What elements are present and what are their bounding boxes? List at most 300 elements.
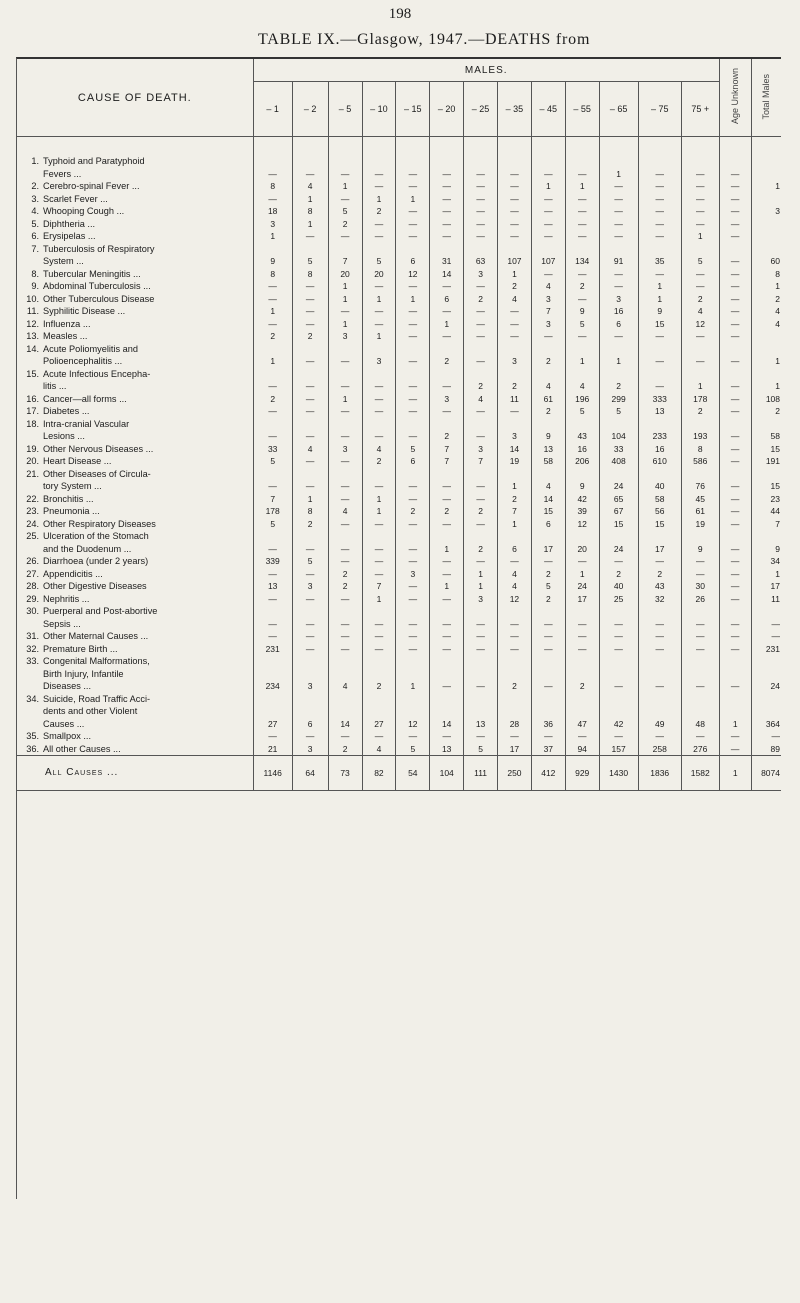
age-unknown-cell: —	[719, 543, 751, 556]
empty-cell	[292, 668, 328, 681]
value-cell: —	[498, 405, 532, 418]
cause-number: 30.	[26, 606, 39, 616]
empty-cell	[328, 368, 362, 381]
value-cell: —	[362, 380, 396, 393]
value-cell: —	[362, 218, 396, 231]
empty-cell	[751, 705, 781, 718]
value-cell: —	[292, 305, 328, 318]
value-cell: 196	[565, 393, 599, 406]
value-cell: —	[498, 643, 532, 656]
value-cell: 1	[328, 280, 362, 293]
value-cell: 5	[396, 743, 430, 756]
age-unknown-cell: —	[719, 493, 751, 506]
value-cell: 5	[396, 443, 430, 456]
empty-cell	[292, 605, 328, 618]
cause-label: Diabetes ...	[43, 406, 90, 416]
total-value-cell: 104	[430, 756, 464, 791]
value-cell: —	[430, 680, 464, 693]
value-cell: —	[328, 305, 362, 318]
table-row	[17, 493, 781, 506]
empty-cell	[396, 655, 430, 668]
value-cell: 1	[253, 230, 292, 243]
age-unknown-cell: —	[719, 443, 751, 456]
value-cell: —	[396, 305, 430, 318]
empty-cell	[719, 668, 751, 681]
empty-cell	[464, 705, 498, 718]
value-cell: 8	[253, 180, 292, 193]
value-cell: —	[292, 280, 328, 293]
value-cell: —	[362, 555, 396, 568]
value-cell: 2	[531, 405, 565, 418]
value-cell: 2	[498, 380, 532, 393]
total-males-cell: 1	[775, 381, 780, 391]
value-cell: —	[498, 305, 532, 318]
cause-cell	[17, 393, 253, 406]
value-cell: —	[638, 355, 681, 368]
value-cell: 12	[396, 268, 430, 281]
value-cell: —	[681, 555, 719, 568]
value-cell: —	[498, 180, 532, 193]
value-cell: 11	[498, 393, 532, 406]
age-unknown-cell: —	[719, 630, 751, 643]
value-cell: —	[464, 318, 498, 331]
empty-cell	[531, 655, 565, 668]
value-cell: 20	[362, 268, 396, 281]
cause-cell	[17, 518, 253, 531]
cause-number: 1.	[31, 156, 39, 166]
empty-cell	[362, 605, 396, 618]
value-cell: —	[328, 555, 362, 568]
cause-number: 11.	[26, 306, 39, 316]
cause-label: litis ...	[43, 381, 67, 391]
empty-cell	[498, 693, 532, 706]
empty-cell	[498, 155, 532, 168]
cause-number: 26.	[26, 556, 39, 566]
total-males-cell: 60	[770, 256, 780, 266]
spacer-cell	[17, 137, 253, 156]
value-cell: 5	[464, 743, 498, 756]
empty-cell	[396, 605, 430, 618]
value-cell: 16	[565, 443, 599, 456]
value-cell: —	[253, 730, 292, 743]
value-cell: —	[396, 205, 430, 218]
cause-cell	[17, 580, 253, 593]
cause-label: Puerperal and Post-abortive	[43, 606, 158, 616]
empty-cell	[498, 530, 532, 543]
total-males-cell: 11	[771, 593, 780, 604]
value-cell: 17	[565, 593, 599, 606]
empty-cell	[531, 368, 565, 381]
value-cell: —	[638, 630, 681, 643]
value-cell: 6	[498, 543, 532, 556]
cause-cell	[17, 730, 253, 743]
table-row	[17, 693, 781, 706]
value-cell: 56	[638, 505, 681, 518]
value-cell: 20	[328, 268, 362, 281]
value-cell: 1	[430, 580, 464, 593]
value-cell: —	[396, 180, 430, 193]
value-cell: 5	[292, 255, 328, 268]
value-cell: 2	[464, 505, 498, 518]
value-cell: 5	[565, 405, 599, 418]
empty-cell	[565, 705, 599, 718]
value-cell: —	[253, 480, 292, 493]
empty-cell	[681, 705, 719, 718]
empty-cell	[292, 655, 328, 668]
value-cell: —	[396, 280, 430, 293]
empty-cell	[681, 668, 719, 681]
age-unknown-cell: —	[719, 405, 751, 418]
empty-cell	[719, 368, 751, 381]
value-cell: —	[464, 280, 498, 293]
cause-number: 28.	[26, 581, 39, 591]
value-cell: —	[638, 730, 681, 743]
value-cell: 13	[638, 405, 681, 418]
value-cell: —	[430, 480, 464, 493]
value-cell: —	[362, 618, 396, 631]
value-cell: —	[292, 568, 328, 581]
value-cell: —	[599, 680, 638, 693]
value-cell: 1	[362, 493, 396, 506]
value-cell: —	[464, 493, 498, 506]
value-cell: 233	[638, 430, 681, 443]
empty-cell	[719, 343, 751, 356]
value-cell: 40	[599, 580, 638, 593]
cause-cell	[17, 355, 253, 368]
value-cell: 193	[681, 430, 719, 443]
empty-cell	[253, 668, 292, 681]
value-cell: 178	[253, 505, 292, 518]
empty-cell	[751, 243, 781, 256]
value-cell: 61	[531, 393, 565, 406]
empty-cell	[362, 668, 396, 681]
table-row	[17, 730, 781, 743]
value-cell: 4	[362, 443, 396, 456]
value-cell: —	[681, 630, 719, 643]
value-cell: —	[253, 630, 292, 643]
value-cell: 1	[328, 180, 362, 193]
cause-cell	[17, 330, 253, 343]
value-cell: 31	[430, 255, 464, 268]
value-cell: —	[253, 568, 292, 581]
value-cell: —	[464, 230, 498, 243]
empty-cell	[751, 655, 781, 668]
empty-cell	[565, 418, 599, 431]
total-males-cell	[751, 230, 781, 243]
value-cell: —	[362, 518, 396, 531]
cause-number: 12.	[26, 318, 39, 329]
cause-cell	[17, 680, 253, 693]
value-cell: 21	[253, 743, 292, 756]
value-cell: 1	[396, 293, 430, 306]
total-value-cell: 412	[531, 756, 565, 791]
value-cell: 13	[430, 743, 464, 756]
value-cell: —	[464, 330, 498, 343]
value-cell: —	[253, 193, 292, 206]
total-males-cell: 2	[775, 293, 780, 304]
cause-number: 32.	[26, 643, 39, 654]
value-cell: —	[638, 218, 681, 231]
cause-cell	[17, 505, 253, 518]
value-cell: —	[638, 380, 681, 393]
value-cell: 20	[565, 543, 599, 556]
total-males-cell	[751, 193, 781, 206]
value-cell: —	[292, 730, 328, 743]
empty-cell	[565, 605, 599, 618]
empty-cell	[638, 468, 681, 481]
value-cell: 36	[531, 718, 565, 731]
value-cell: 5	[253, 518, 292, 531]
cause-label: dents and other Violent	[43, 706, 138, 716]
value-cell: —	[292, 380, 328, 393]
table-row	[17, 205, 781, 218]
value-cell: —	[396, 518, 430, 531]
value-cell: —	[253, 318, 292, 331]
empty-cell	[681, 155, 719, 168]
value-cell: 1	[328, 293, 362, 306]
value-cell: —	[396, 318, 430, 331]
value-cell: 4	[498, 568, 532, 581]
table-row	[17, 430, 781, 443]
value-cell: 18	[253, 205, 292, 218]
value-cell: —	[464, 630, 498, 643]
value-cell: 7	[362, 580, 396, 593]
spacer-cell	[681, 137, 719, 156]
cause-number: 14.	[26, 343, 39, 354]
value-cell: 610	[638, 455, 681, 468]
value-cell: —	[430, 180, 464, 193]
value-cell: —	[531, 555, 565, 568]
total-value-cell: 1430	[599, 756, 638, 791]
cause-label: Nephritis ...	[43, 593, 90, 604]
value-cell: 27	[253, 718, 292, 731]
cause-cell	[17, 155, 253, 168]
value-cell: 2	[430, 430, 464, 443]
value-cell: 7	[253, 493, 292, 506]
total-males-cell: 89	[770, 743, 780, 754]
total-males-cell: 364	[765, 718, 780, 729]
table-body	[17, 155, 781, 791]
empty-cell	[430, 693, 464, 706]
empty-cell	[498, 468, 532, 481]
table-row	[17, 268, 781, 281]
value-cell: 1	[638, 293, 681, 306]
table-row	[17, 468, 781, 481]
empty-cell	[751, 530, 781, 543]
age-unknown-cell: —	[719, 205, 751, 218]
value-cell: 107	[498, 255, 532, 268]
value-cell: —	[531, 218, 565, 231]
value-cell: —	[498, 630, 532, 643]
value-cell: 12	[498, 593, 532, 606]
cause-cell	[17, 205, 253, 218]
value-cell: 91	[599, 255, 638, 268]
value-cell: 1	[253, 305, 292, 318]
value-cell: 16	[599, 305, 638, 318]
value-cell: —	[599, 280, 638, 293]
value-cell: 1	[328, 318, 362, 331]
value-cell: —	[599, 555, 638, 568]
table-row	[17, 580, 781, 593]
value-cell: —	[430, 518, 464, 531]
age-unknown-cell: —	[719, 355, 751, 368]
value-cell: 2	[362, 205, 396, 218]
total-males-cell: 1	[775, 281, 780, 291]
value-cell: 48	[681, 718, 719, 731]
value-cell: —	[498, 730, 532, 743]
value-cell: 2	[531, 355, 565, 368]
value-cell: —	[328, 193, 362, 206]
value-cell: —	[531, 168, 565, 181]
value-cell: 13	[464, 718, 498, 731]
cause-header: CAUSE OF DEATH.	[17, 59, 253, 137]
empty-cell	[498, 368, 532, 381]
empty-cell	[599, 530, 638, 543]
empty-cell	[430, 468, 464, 481]
table-row	[17, 568, 781, 581]
empty-cell	[292, 705, 328, 718]
empty-cell	[396, 418, 430, 431]
value-cell: —	[638, 168, 681, 181]
value-cell: —	[565, 330, 599, 343]
empty-cell	[751, 693, 781, 706]
cause-cell	[17, 605, 253, 618]
total-value-cell: 82	[362, 756, 396, 791]
value-cell: 58	[531, 455, 565, 468]
value-cell: 4	[464, 393, 498, 406]
empty-cell	[362, 468, 396, 481]
value-cell: 33	[253, 443, 292, 456]
value-cell: 39	[565, 505, 599, 518]
total-males-cell: 17	[770, 581, 780, 591]
total-value-cell: 1582	[681, 756, 719, 791]
table-row	[17, 418, 781, 431]
cause-cell	[17, 255, 253, 268]
cause-cell	[17, 380, 253, 393]
total-males-cell: 3	[775, 206, 780, 216]
value-cell: —	[362, 430, 396, 443]
value-cell: —	[430, 593, 464, 606]
value-cell: —	[498, 618, 532, 631]
cause-number: 18.	[26, 418, 39, 429]
table-row	[17, 718, 781, 731]
value-cell: —	[599, 730, 638, 743]
value-cell: —	[292, 168, 328, 181]
value-cell: —	[253, 405, 292, 418]
empty-cell	[531, 605, 565, 618]
value-cell: 3	[328, 443, 362, 456]
spacer-cell	[638, 137, 681, 156]
empty-cell	[599, 668, 638, 681]
value-cell: 276	[681, 743, 719, 756]
age-group-header: 75 +	[681, 82, 719, 137]
cause-cell	[17, 618, 253, 631]
empty-cell	[396, 343, 430, 356]
age-unknown-cell: —	[719, 505, 751, 518]
value-cell: —	[531, 330, 565, 343]
cause-cell	[17, 293, 253, 306]
value-cell: 8	[292, 205, 328, 218]
value-cell: 42	[599, 718, 638, 731]
spacer-cell	[362, 137, 396, 156]
table-row	[17, 355, 781, 368]
cause-number: 35.	[26, 731, 39, 741]
value-cell: 408	[599, 455, 638, 468]
value-cell: 4	[498, 293, 532, 306]
empty-cell	[565, 343, 599, 356]
table-row	[17, 518, 781, 531]
value-cell: 2	[292, 518, 328, 531]
value-cell: —	[396, 593, 430, 606]
age-unknown-cell: 1	[719, 718, 751, 731]
total-males-cell: —	[771, 618, 780, 629]
value-cell: 7	[328, 255, 362, 268]
value-cell: —	[292, 630, 328, 643]
empty-cell	[599, 243, 638, 256]
cause-cell	[17, 343, 253, 356]
cause-number: 17.	[26, 406, 39, 416]
cause-label: Syphilitic Disease ...	[43, 306, 126, 316]
cause-cell	[17, 243, 253, 256]
value-cell: —	[430, 568, 464, 581]
value-cell: —	[328, 518, 362, 531]
cause-label: tory System ...	[43, 481, 102, 491]
value-cell: —	[464, 618, 498, 631]
value-cell: —	[599, 205, 638, 218]
empty-cell	[396, 468, 430, 481]
value-cell: —	[396, 168, 430, 181]
value-cell: 2	[430, 355, 464, 368]
value-cell: 3	[430, 393, 464, 406]
spacer-cell	[751, 137, 781, 156]
value-cell: 2	[531, 568, 565, 581]
cause-label: Acute Infectious Encepha-	[43, 368, 151, 379]
value-cell: 3	[328, 330, 362, 343]
value-cell: —	[292, 393, 328, 406]
age-group-header: – 45	[531, 82, 565, 137]
value-cell: —	[362, 280, 396, 293]
total-value-cell: 250	[498, 756, 532, 791]
age-unknown-cell: —	[719, 393, 751, 406]
spacer-cell	[396, 137, 430, 156]
empty-cell	[531, 705, 565, 718]
table-row	[17, 643, 781, 656]
value-cell: 4	[531, 380, 565, 393]
cause-label: Intra-cranial Vascular	[43, 418, 130, 429]
value-cell: 65	[599, 493, 638, 506]
empty-cell	[638, 418, 681, 431]
value-cell: 8	[253, 268, 292, 281]
value-cell: —	[328, 380, 362, 393]
empty-cell	[362, 655, 396, 668]
value-cell: 4	[328, 505, 362, 518]
spacer-cell	[565, 137, 599, 156]
table-title: TABLE IX.—Glasgow, 1947.—DEATHS from	[258, 31, 591, 48]
spacer-cell	[531, 137, 565, 156]
value-cell: 5	[362, 255, 396, 268]
age-unknown-cell: —	[719, 180, 751, 193]
value-cell: —	[362, 480, 396, 493]
spacer-cell	[430, 137, 464, 156]
empty-cell	[292, 530, 328, 543]
empty-cell	[599, 655, 638, 668]
table-row	[17, 255, 781, 268]
spacer-cell	[719, 137, 751, 156]
value-cell: 61	[681, 505, 719, 518]
value-cell: 234	[253, 680, 292, 693]
males-header: MALES.	[253, 59, 719, 82]
value-cell: —	[430, 280, 464, 293]
